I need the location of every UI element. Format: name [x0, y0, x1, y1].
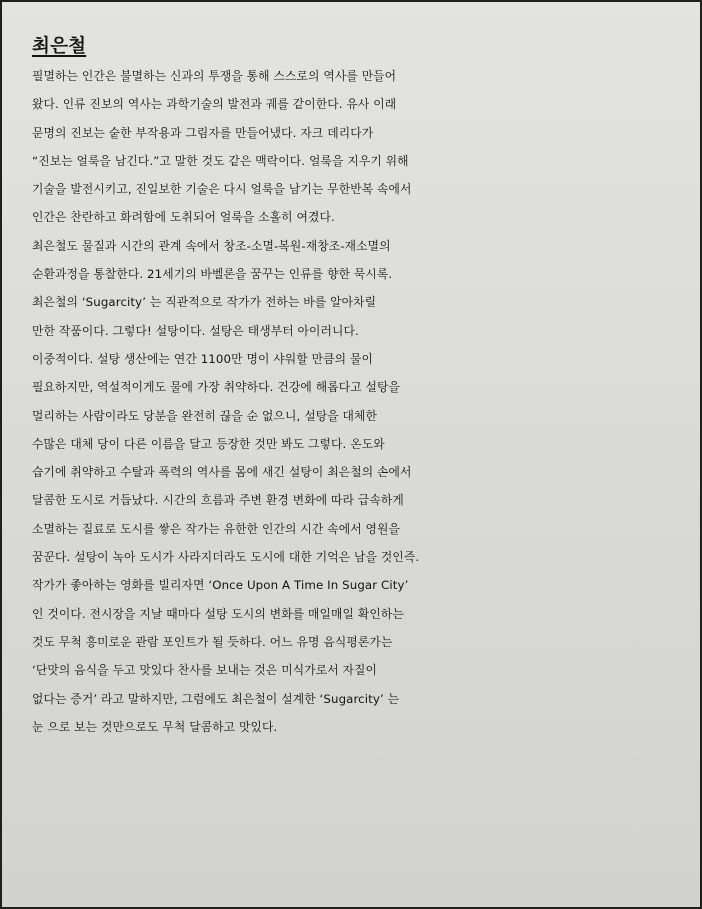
text-block [32, 32, 682, 741]
body-line: 멀리하는 사람이라도 당분을 완전히 끊을 순 없으니, 설탕을 대체한 [32, 408, 378, 423]
body-line: 문명의 진보는 숱한 부작용과 그림자를 만들어냈다. 자크 데리다가 [32, 125, 374, 140]
body-line: 왔다. 인류 진보의 역사는 과학기술의 발전과 궤를 같이한다. 유사 이래 [32, 97, 397, 112]
body-line: “진보는 얼룩을 남긴다.”고 말한 것도 같은 맥락이다. 얼룩을 지우기 위해 [32, 153, 409, 168]
body-line: 만한 작품이다. 그렇다! 설탕이다. 설탕은 태생부터 아이러니다. [32, 323, 359, 338]
body-line: 작가가 좋아하는 영화를 빌리자면 ‘Once Upon A Time In Sugar City’ [32, 578, 409, 593]
body-line: 눈 으로 보는 것만으로도 무척 달콤하고 맛있다. [32, 719, 278, 734]
body-line: 달콤한 도시로 거듭났다. 시간의 흐름과 주변 환경 변화에 따라 급속하게 [32, 493, 404, 508]
body-line: 인간은 찬란하고 화려함에 도취되어 얼룩을 소홀히 여겼다. [32, 210, 335, 225]
body-line: 없다는 증거’ 라고 말하지만, 그럼에도 최은철이 설계한 ‘Sugarcity’ 는 [32, 691, 400, 706]
body-line: ‘단맛의 음식을 두고 맛있다 찬사를 보내는 것은 미식가로서 자질이 [32, 663, 378, 678]
body-line: 필요하지만, 역설적이게도 물에 가장 취약하다. 건강에 해롭다고 설탕을 [32, 380, 401, 395]
body-line: 인 것이다. 전시장을 지날 때마다 설탕 도시의 변화를 매일매일 확인하는 [32, 606, 404, 621]
body-line: 이중적이다. 설탕 생산에는 연간 1100만 명이 샤워할 만큼의 물이 [32, 351, 373, 366]
body-line: 기술을 발전시키고, 진일보한 기술은 다시 얼룩을 남기는 무한반복 속에서 [32, 182, 412, 197]
body-line: 꿈꾼다. 설탕이 녹아 도시가 사라지더라도 도시에 대한 기억은 남을 것인즉. [32, 550, 420, 565]
body-line: 습기에 취약하고 수탈과 폭력의 역사를 몸에 새긴 설탕이 최은철의 손에서 [32, 465, 412, 480]
body-line: 순환과정을 통찰한다. 21세기의 바벨론을 꿈꾸는 인류를 향한 묵시록. [32, 267, 393, 282]
body-line: 필멸하는 인간은 불멸하는 신과의 투쟁을 통해 스스로의 역사를 만들어 [32, 69, 397, 83]
body-line: 것도 무척 흥미로운 관람 포인트가 될 듯하다. 어느 유명 음식평론가는 [32, 634, 393, 649]
body-line: 소멸하는 질료로 도시를 쌓은 작가는 유한한 인간의 시간 속에서 영원을 [32, 521, 401, 536]
body-line: 최은철도 물질과 시간의 관계 속에서 창조-소멸-복원-재창조-재소멸의 [32, 238, 391, 253]
artist-name-heading: 최은철 [32, 36, 87, 57]
body-line: 최은철의 ‘Sugarcity’ 는 직관적으로 작가가 전하는 바를 알아차릴 [32, 295, 377, 310]
body-line: 수많은 대체 당이 다른 이름을 달고 등장한 것만 봐도 그렇다. 온도와 [32, 436, 385, 451]
